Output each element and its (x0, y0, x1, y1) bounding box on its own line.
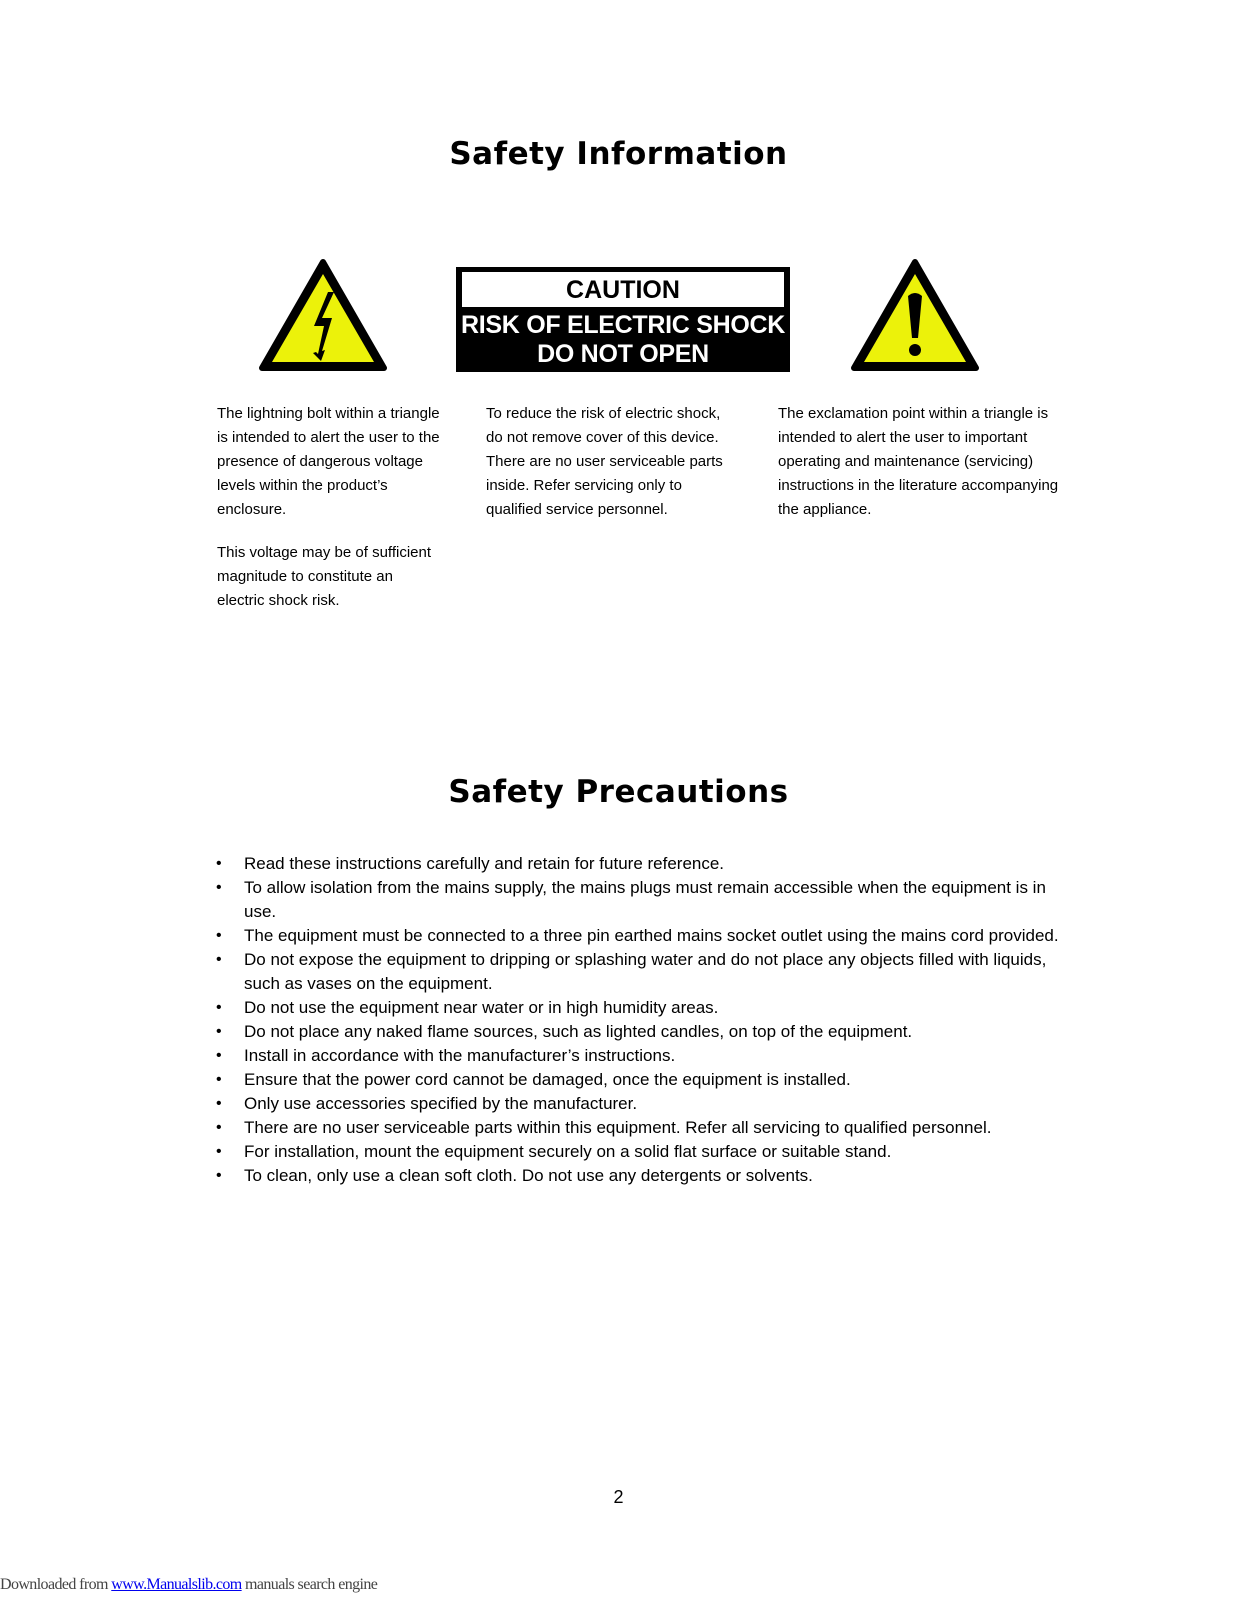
info-column-exclamation (778, 402, 1068, 541)
safety-precautions-title: Safety Precautions (448, 774, 789, 810)
precaution-text: Read these instructions carefully and retain for future reference. (244, 854, 725, 873)
lightning-warning-icon (258, 258, 388, 373)
precautions-list (210, 852, 1060, 1188)
bullet-icon: • (216, 999, 222, 1016)
precaution-item (210, 1116, 1060, 1140)
page-number: 2 (613, 1487, 624, 1507)
info-column-caution (486, 402, 736, 541)
precaution-text: Only use accessories specified by the manufacturer. (244, 1094, 638, 1113)
caution-line-1: RISK OF ELECTRIC SHOCK (461, 311, 785, 339)
footer-suffix: manuals search engine (241, 1576, 378, 1593)
precaution-item (210, 996, 1060, 1020)
bullet-icon: • (216, 1119, 222, 1136)
precaution-item (210, 1164, 1060, 1188)
precaution-item (210, 1044, 1060, 1068)
precaution-text: There are no user serviceable parts within this equipment. Refer all servicing to qualified personnel. (244, 1118, 992, 1137)
precaution-item (210, 1092, 1060, 1116)
precaution-item (210, 948, 1060, 996)
caution-sign (456, 267, 790, 372)
precaution-text: Do not place any naked flame sources, such as lighted candles, on top of the equipment. (244, 1022, 913, 1041)
footer-prefix: Downloaded from (0, 1576, 112, 1593)
safety-information-title: Safety Information (449, 136, 788, 172)
bullet-icon: • (216, 1143, 222, 1160)
precaution-item (210, 924, 1060, 948)
bullet-icon: • (216, 1095, 222, 1112)
precaution-text: Ensure that the power cord cannot be damaged, once the equipment is installed. (244, 1070, 851, 1089)
manualslib-link[interactable]: www.Manualslib.com (111, 1576, 242, 1593)
precaution-item (210, 1140, 1060, 1164)
precaution-item (210, 852, 1060, 876)
precaution-text: The equipment must be connected to a three pin earthed mains socket outlet using the mains cord provided. (244, 926, 1059, 945)
info-paragraph: The exclamation point within a triangle is intended to alert the user to important operating and maintenance (servicing) instructions in the literature accompanying the appliance. (778, 405, 1059, 518)
download-footer (0, 1576, 377, 1594)
info-paragraph: This voltage may be of sufficient magnitude to constitute an electric shock risk. (217, 544, 431, 609)
bullet-icon: • (216, 951, 222, 968)
precaution-item (210, 1068, 1060, 1092)
bullet-icon: • (216, 927, 222, 944)
precaution-item (210, 876, 1060, 924)
bullet-icon: • (216, 855, 222, 872)
info-column-lightning (217, 402, 442, 632)
bullet-icon: • (216, 1071, 222, 1088)
precaution-text: To allow isolation from the mains supply, the mains plugs must remain accessible when the equipment is in use. (244, 878, 1046, 921)
bullet-icon: • (216, 1023, 222, 1040)
info-paragraph: The lightning bolt within a triangle is intended to alert the user to the presence of dangerous voltage levels within the product’s enclosure. (217, 405, 440, 518)
precaution-text: Install in accordance with the manufacturer’s instructions. (244, 1046, 676, 1065)
bullet-icon: • (216, 1047, 222, 1064)
exclamation-warning-icon (850, 258, 980, 373)
precaution-text: For installation, mount the equipment securely on a solid flat surface or suitable stand. (244, 1142, 892, 1161)
precaution-text: Do not expose the equipment to dripping or splashing water and do not place any objects filled with liquids, such as vases on the equipment. (244, 950, 1047, 993)
caution-heading: CAUTION (462, 272, 784, 307)
precaution-text: To clean, only use a clean soft cloth. Do not use any detergents or solvents. (244, 1166, 813, 1185)
bullet-icon: • (216, 879, 222, 896)
bullet-icon: • (216, 1167, 222, 1184)
info-paragraph: To reduce the risk of electric shock, do not remove cover of this device. There are no user serviceable parts inside. Refer servicing only to qualified service personnel. (486, 405, 723, 518)
caution-line-2: DO NOT OPEN (537, 340, 709, 368)
precaution-item (210, 1020, 1060, 1044)
precaution-text: Do not use the equipment near water or in high humidity areas. (244, 998, 719, 1017)
